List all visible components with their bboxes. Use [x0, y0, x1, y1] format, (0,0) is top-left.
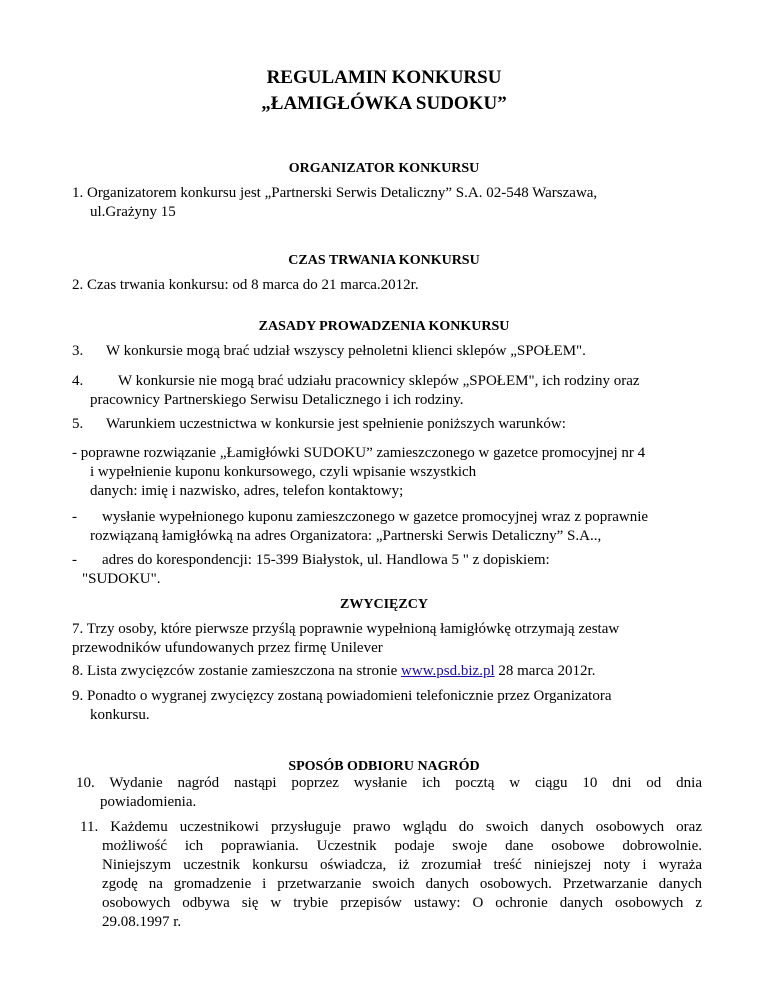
paragraph-8: [72, 662, 708, 681]
paragraph-9-line1: 9. Ponadto o wygranej zwycięzcy zostaną powiadomieni telefonicznie przez Organizatora: [72, 688, 612, 704]
document-title-line2: „ŁAMIGŁÓWKA SUDOKU”: [261, 93, 507, 114]
paragraph-1-line2: ul.Grażyny 15: [90, 204, 176, 220]
paragraph-4-line1: W konkursie nie mogą brać udziału pracownicy sklepów „SPOŁEM", ich rodziny oraz: [118, 373, 640, 389]
heading-organizer: ORGANIZATOR KONKURSU: [288, 161, 480, 176]
paragraph-1-number: 1.: [72, 185, 84, 201]
paragraph-11-line4: zgodę na gromadzenie i przetwarzanie swoich danych osobowych. Przetwarzanie danych: [102, 876, 702, 892]
bullet-1-line3: danych: imię i nazwisko, adres, telefon kontaktowy;: [90, 483, 404, 499]
website-link[interactable]: www.psd.biz.pl: [401, 663, 495, 679]
paragraph-7-line1: 7. Trzy osoby, które pierwsze przyślą poprawnie wypełnioną łamigłówkę otrzymają zestaw: [72, 621, 620, 637]
paragraph-10: [76, 774, 702, 812]
paragraph-1: [72, 184, 708, 222]
bullet-2-line2: rozwiązaną łamigłówką na adres Organizatora: „Partnerski Serwis Detaliczny” S.A..,: [90, 528, 602, 544]
bullet-2: [72, 508, 708, 546]
document-title-line1: REGULAMIN KONKURSU: [266, 67, 502, 88]
paragraph-10-line2: powiadomienia.: [100, 794, 197, 810]
paragraph-11-line2: możliwość ich poprawiania. Uczestnik podaje swoje dane osobowe dobrowolnie.: [102, 838, 702, 854]
heading-prizes: SPOSÓB ODBIORU NAGRÓD: [288, 759, 480, 774]
bullet-2-line1: wysłanie wypełnionego kuponu zamieszczonego w gazetce promocyjnej wraz z poprawnie: [102, 509, 649, 525]
paragraph-4: [72, 372, 708, 410]
bullet-3: [72, 551, 708, 589]
bullet-1: [72, 444, 708, 501]
paragraph-1-line1: Organizatorem konkursu jest „Partnerski Serwis Detaliczny” S.A. 02-548 Warszawa,: [87, 185, 598, 201]
paragraph-9-line2: konkursu.: [90, 707, 150, 723]
paragraph-5-number: 5.: [72, 416, 84, 432]
paragraph-10-line1: 10. Wydanie nagród nastąpi poprzez wysłanie ich pocztą w ciągu 10 dni od dnia: [76, 775, 702, 791]
bullet-1-line2: i wypełnienie kuponu konkursowego, czyli wpisanie wszystkich: [90, 464, 477, 480]
heading-winners: ZWYCIĘZCY: [340, 597, 428, 612]
paragraph-2: 2. Czas trwania konkursu: od 8 marca do 21 marca.2012r.: [72, 277, 419, 293]
paragraph-4-number: 4.: [72, 373, 84, 389]
paragraph-9: [72, 687, 708, 725]
heading-rules: ZASADY PROWADZENIA KONKURSU: [258, 319, 510, 334]
bullet-2-dash: -: [72, 509, 77, 525]
bullet-1-line1: - poprawne rozwiązanie „Łamigłówki SUDOKU” zamieszczonego w gazetce promocyjnej nr 4: [72, 445, 646, 461]
paragraph-8-post: 28 marca 2012r.: [494, 663, 596, 679]
paragraph-5: [72, 415, 708, 434]
paragraph-11: [80, 818, 702, 932]
paragraph-3-text: W konkursie mogą brać udział wszyscy pełnoletni klienci sklepów „SPOŁEM".: [106, 343, 586, 359]
bullet-3-line2: "SUDOKU".: [82, 571, 161, 587]
heading-duration: CZAS TRWANIA KONKURSU: [288, 253, 480, 268]
paragraph-11-line6: 29.08.1997 r.: [102, 914, 182, 930]
bullet-3-line1: adres do korespondencji: 15-399 Białystok, ul. Handlowa 5 " z dopiskiem:: [102, 552, 550, 568]
paragraph-11-line1: 11. Każdemu uczestnikowi przysługuje prawo wglądu do swoich danych osobowych oraz: [80, 819, 702, 835]
paragraph-11-line3: Niniejszym uczestnik konkursu oświadcza, iż zrozumiał treść niniejszej noty i wyraża: [102, 857, 702, 873]
paragraph-8-pre: 8. Lista zwycięzców zostanie zamieszczona na stronie: [72, 663, 402, 679]
paragraph-7: [72, 620, 708, 658]
paragraph-7-line2: przewodników ufundowanych przez firmę Unilever: [72, 640, 383, 656]
paragraph-4-line2: pracownicy Partnerskiego Serwisu Detalicznego i ich rodziny.: [90, 392, 464, 408]
paragraph-3: [72, 342, 708, 361]
bullet-3-dash: -: [72, 552, 77, 568]
paragraph-11-line5: osobowych odbywa się w trybie przepisów ustawy: O ochronie danych osobowych z: [102, 895, 702, 911]
paragraph-5-text: Warunkiem uczestnictwa w konkursie jest spełnienie poniższych warunków:: [106, 416, 566, 432]
paragraph-3-number: 3.: [72, 343, 84, 359]
